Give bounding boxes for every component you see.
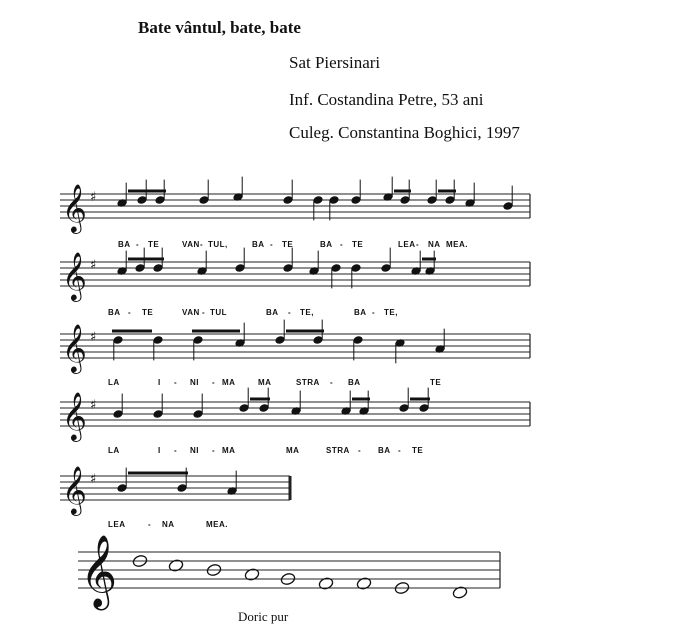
lyric-syllable: NA [428,240,441,249]
lyric-syllable: - [212,446,216,455]
lyric-syllable: I [158,378,161,387]
lyric-syllable: STRA [296,378,320,387]
treble-clef-icon: 𝄞 [80,534,118,607]
lyric-syllable: MA [258,378,272,387]
lyric-syllable: TUL [210,308,228,317]
sharp-icon: ♯ [90,330,97,346]
treble-clef-icon: 𝄞 [62,391,87,440]
lyric-syllable: MA [222,446,236,455]
lyric-syllable: LA [108,378,120,387]
lyric-syllable: TE [412,446,424,455]
lyric-syllable: TE [142,308,154,317]
treble-clef-icon: 𝄞 [62,323,87,372]
lyric-syllable: - [398,446,402,455]
lyric-syllable: NI [190,378,199,387]
informant-line: Inf. Costandina Petre, 53 ani [289,90,484,109]
lyric-syllable: BA [266,308,279,317]
lyric-syllable: - [270,240,274,249]
lyric-syllable: BA [348,378,361,387]
lyric-syllable: - [202,308,206,317]
sharp-icon: ♯ [90,398,97,414]
lyric-syllable: TE [352,240,364,249]
lyric-syllable: - [148,520,152,529]
lyric-syllable: LEA [398,240,416,249]
lyric-syllable: - [174,446,178,455]
lyric-syllable: TE, [384,308,398,317]
treble-clef-icon: 𝄞 [62,465,87,514]
lyric-syllable: LEA [108,520,126,529]
lyric-syllable: - [174,378,178,387]
sharp-icon: ♯ [90,472,97,488]
lyric-syllable: BA [108,308,121,317]
lyric-syllable: BA [320,240,333,249]
lyric-syllable: STRA [326,446,350,455]
lyric-syllable: - [340,240,344,249]
lyric-syllable: - [212,378,216,387]
lyric-syllable: TE [282,240,294,249]
song-title: Bate vântul, bate, bate [138,18,301,37]
lyric-syllable: NI [190,446,199,455]
lyric-syllable: - [416,240,420,249]
lyric-syllable: - [128,308,132,317]
treble-clef-icon: 𝄞 [62,251,87,300]
treble-clef-icon: 𝄞 [62,183,87,232]
lyric-syllable: MEA. [446,240,468,249]
lyric-syllable: BA [354,308,367,317]
lyric-syllable: TE [148,240,160,249]
lyric-syllable: TUL, [208,240,228,249]
lyric-syllable: - [136,240,140,249]
lyric-syllable: - [200,240,204,249]
scale-caption: Doric pur [238,609,289,624]
lyric-syllable: TE [430,378,442,387]
lyric-syllable: BA [252,240,265,249]
lyric-syllable: - [288,308,292,317]
lyric-syllable: MA [286,446,300,455]
lyric-syllable: VAN [182,240,200,249]
sharp-icon: ♯ [90,190,97,206]
lyric-syllable: MA [222,378,236,387]
lyric-syllable: LA [108,446,120,455]
lyric-syllable: - [358,446,362,455]
lyric-syllable: NA [162,520,175,529]
lyric-syllable: BA [378,446,391,455]
lyric-syllable: TE, [300,308,314,317]
lyric-syllable: MEA. [206,520,228,529]
lyric-syllable: - [372,308,376,317]
lyric-syllable: BA [118,240,131,249]
lyric-syllable: VAN [182,308,200,317]
lyric-syllable: - [330,378,334,387]
collector-line: Culeg. Constantina Boghici, 1997 [289,123,520,142]
lyric-syllable: I [158,446,161,455]
village-line: Sat Piersinari [289,53,381,72]
sharp-icon: ♯ [90,258,97,274]
